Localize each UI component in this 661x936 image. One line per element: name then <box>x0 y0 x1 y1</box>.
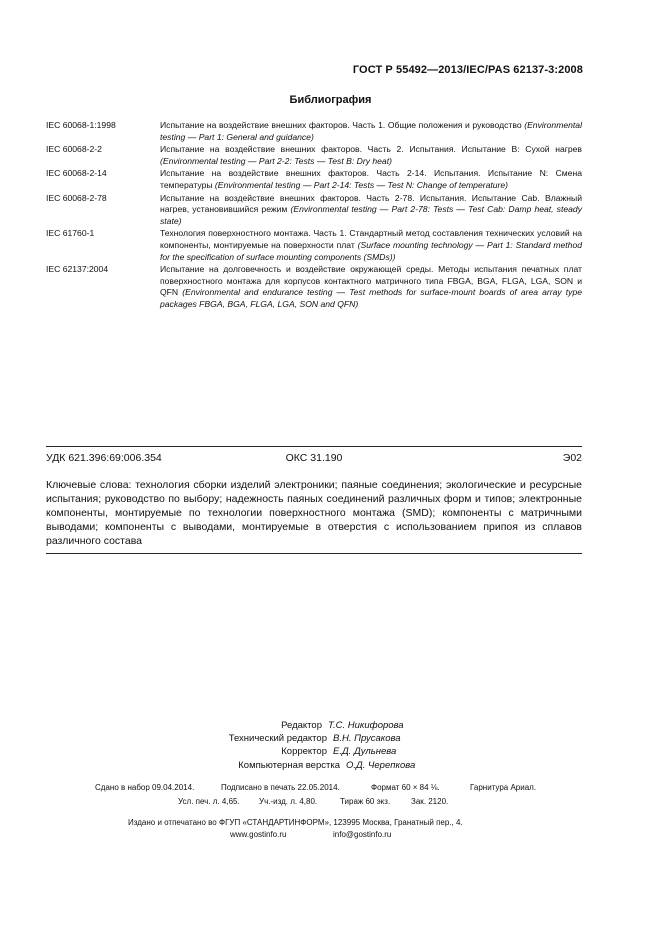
staff-name: В.Н. Прусакова <box>333 733 401 745</box>
staff-role: Корректор <box>281 746 327 758</box>
paper-format: Формат 60 × 84 ⅛. <box>371 783 440 792</box>
entry-code: IEC 60068-2-78 <box>46 192 107 203</box>
signed-date: Подписано в печать 22.05.2014. <box>221 783 340 792</box>
keywords-paragraph: Ключевые слова: технология сборки изделий электроники; паяные соединения; экологические и ресурсные испытания; руководство по выбору; надежность паяных соединений различных форм и типов; электронные компоненты, монтируемые по технологии поверхностного монтажа (SMD); компоненты с матричными выводами; компоненты с выводами, монтируемые в отверстия с использованием припоя из сплавов различного состава <box>46 479 582 547</box>
print-info-line <box>0 795 661 809</box>
entry-text: Испытание на долговечность и воздействие окружающей среды. Методы испытания печатных плат поверхностного монтажа для корпусов контактного матричного типа FBGA, BGA, FLGA, LGA, SON и QFN (Environmental and endurance testing — Test methods for surface-mount boards of area array type packages FBGA, BGA, FLGA, LGA, SON and QFN) <box>160 264 583 309</box>
edition-sheets: Уч.-изд. л. 4,80. <box>259 797 318 806</box>
oks-code: ОКС 31.190 <box>285 452 343 464</box>
publisher-info <box>0 817 661 841</box>
staff-role: Технический редактор <box>228 733 327 745</box>
bibliography-list <box>46 120 582 312</box>
print-run: Тираж 60 экз. <box>340 797 391 806</box>
staff-credits <box>0 719 661 772</box>
print-info <box>0 781 661 809</box>
entry-text-en: (Environmental testing — Part 1: General and guidance) <box>160 120 582 142</box>
entry-text: Технология поверхностного монтажа. Часть 1. Стандартный метод составления технических условий на компоненты, монтируемые на поверхности плат (Surface mounting technology — Part 1: Standard method for the specification of surface mounting components (SMDs)) <box>160 228 582 262</box>
staff-name: Е.Д. Дульнева <box>333 746 397 758</box>
entry-text: Испытание на воздействие внешних факторов. Часть 2-78. Испытания. Испытание Cab. Влажный нагрев, установившийся режим (Environmental testing — Part 2-78: Tests — Test Cab: Damp heat, steady state) <box>160 192 583 226</box>
bibliography-entry <box>46 144 582 167</box>
staff-role: Компьютерная верстка <box>238 759 340 771</box>
entry-text: Испытание на воздействие внешних факторов. Часть 2-14. Испытания. Испытание N: Смена температуры (Environmental testing — Part 2-14: Tests — Test N: Change of temperature) <box>160 168 582 190</box>
entry-code: IEC 60068-1:1998 <box>46 120 116 130</box>
classifier-code: Э02 <box>562 452 582 464</box>
classification-row <box>46 452 582 464</box>
publisher-address: Издано и отпечатано во ФГУП «СТАНДАРТИНФОРМ», 123995 Москва, Гранатный пер., 4. <box>128 818 463 827</box>
entry-text-en: (Environmental testing — Part 2-2: Tests — Test B: Dry heat) <box>160 155 392 166</box>
divider-bottom <box>46 553 582 554</box>
printed-sheets: Усл. печ. л. 4,65. <box>178 797 240 806</box>
print-info-line <box>0 781 661 795</box>
entry-text-en: (Environmental testing — Part 2-78: Tests — Test Cab: Damp heat, steady state) <box>160 204 583 226</box>
staff-name: Т.С. Никифорова <box>328 720 404 731</box>
entry-code: IEC 60068-2-14 <box>46 168 107 179</box>
bibliography-entry <box>46 193 582 228</box>
typeface: Гарнитура Ариал. <box>470 783 537 792</box>
bibliography-entry <box>46 168 582 191</box>
bibliography-entry <box>46 264 582 310</box>
staff-row <box>0 732 661 745</box>
standard-header: ГОСТ Р 55492—2013/IEC/PAS 62137-3:2008 <box>352 64 583 76</box>
entry-code: IEC 60068-2-2 <box>46 144 102 155</box>
entry-text-en: (Environmental testing — Part 2-14: Tests — Test N: Change of temperature) <box>214 179 509 190</box>
submitted-date: Сдано в набор 09.04.2014. <box>95 783 195 792</box>
entry-code: IEC 62137:2004 <box>46 264 109 275</box>
publisher-contacts <box>0 829 661 841</box>
bibliography-entry <box>46 120 582 143</box>
staff-row <box>0 719 661 732</box>
staff-row <box>0 745 661 758</box>
entry-text-en: (Environmental and endurance testing — Test methods for surface-mount boards of area array type packages FBGA, BGA, FLGA, LGA, SON and QFN) <box>160 287 583 309</box>
publisher-line <box>0 817 661 829</box>
bibliography-title: Библиография <box>289 94 372 106</box>
staff-row <box>0 759 661 772</box>
staff-role: Редактор <box>281 720 322 731</box>
udk-code: УДК 621.396:69:006.354 <box>46 452 162 464</box>
publisher-email[interactable]: info@gostinfo.ru <box>333 830 392 839</box>
entry-text: Испытание на воздействие внешних факторов. Часть 2. Испытания. Испытание B: Сухой нагрев (Environmental testing — Part 2-2: Tests — Test B: Dry heat) <box>160 144 582 166</box>
staff-name: О.Д. Черепкова <box>346 759 416 771</box>
entry-text-en: (Surface mounting technology — Part 1: Standard method for the specification of surface mounting components (SMDs)) <box>160 239 582 262</box>
publisher-website[interactable]: www.gostinfo.ru <box>230 830 287 839</box>
entry-text: Испытание на воздействие внешних факторов. Часть 1. Общие положения и руководство (Environmental testing — Part 1: General and guidance) <box>160 120 582 142</box>
bibliography-entry <box>46 228 582 263</box>
order-number: Зак. 2120. <box>411 797 449 806</box>
divider-top <box>46 446 582 447</box>
entry-code: IEC 61760-1 <box>46 228 95 239</box>
